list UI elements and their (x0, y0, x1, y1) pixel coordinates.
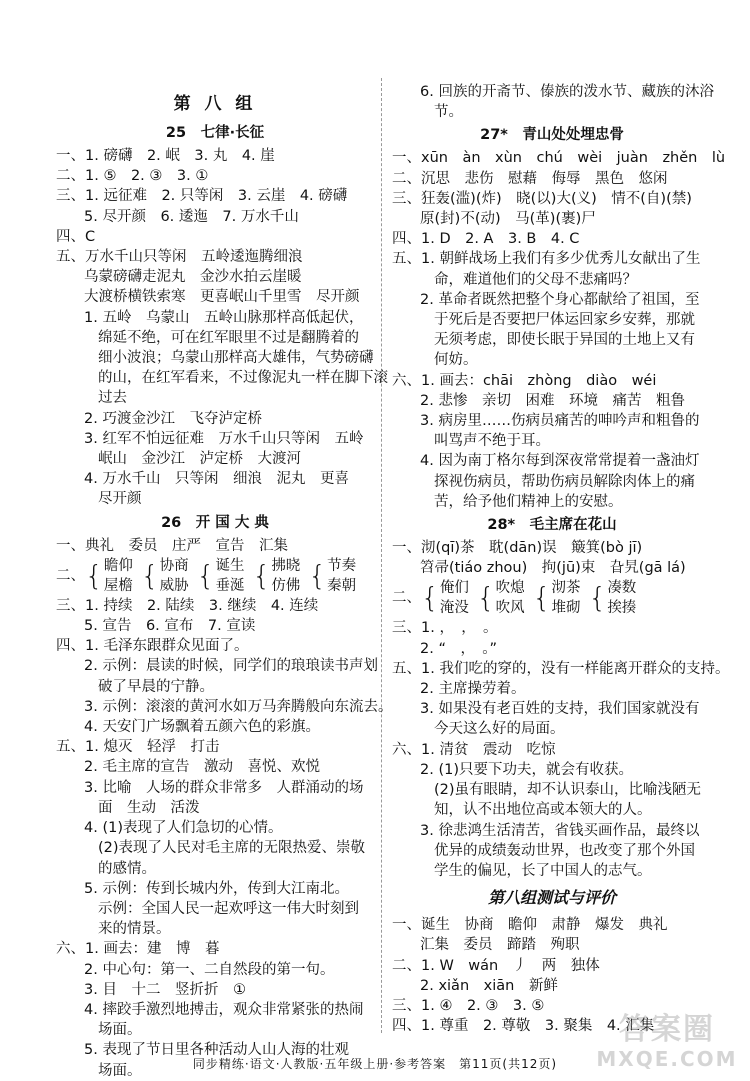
answer-line: 2. (1)只要下功夫，就会有收获。 (420, 761, 633, 778)
answer-line: 2. xiǎn xiān 新鲜 (420, 977, 558, 994)
pair-word: 垂涎 (215, 577, 245, 594)
word-pair (533, 578, 581, 618)
answer-line: 5. 宣告 6. 宣布 7. 宣读 (84, 618, 256, 635)
pair-word: 威胁 (159, 577, 189, 594)
answer-line: 场面。 (98, 1022, 142, 1039)
answer-line: 尽开颜 (98, 491, 142, 508)
brace-icon: { (421, 581, 439, 615)
brace-icon: { (140, 558, 159, 592)
answer-line: 四、1. D 2. A 3. B 4. C (392, 231, 580, 248)
pair-word: 瞻仰 (103, 557, 133, 574)
pair-word: 淹没 (439, 600, 469, 617)
answer-line: 绵延不绝，可在红军眼里不过是翻腾着的 (98, 329, 359, 346)
answer-line: 6. 回族的开斋节、傣族的泼水节、藏族的沐浴 (420, 84, 714, 100)
group-title: 第 八 组 (173, 94, 257, 114)
answer-line: 2. 革命者既然把整个身心都献给了祖国，至 (420, 291, 700, 308)
answer-line: 3. 示例：滚滚的黄河水如万马奔腾般向东流去。 (84, 698, 393, 715)
answer-line: 4. 摔跤手激烈地搏击，观众非常紧张的热闹 (84, 1001, 364, 1018)
answer-line: 知，认不出地位高或本领大的人。 (434, 802, 652, 819)
answer-line: 四、1. 尊重 2. 尊敬 3. 聚集 4. 汇集 (392, 1018, 655, 1035)
answer-line: 来的情景。 (98, 921, 171, 938)
answer-line: 原(封)不(动) 马(革)(裹)尸 (420, 211, 596, 228)
answer-line: 一、典礼 委员 庄严 宣告 汇集 (56, 537, 288, 554)
answer-line: 三、1. 持续 2. 陆续 3. 继续 4. 连续 (56, 597, 319, 614)
section-title: 25 七律·长征 (165, 125, 265, 141)
pair-word: 诞生 (215, 557, 245, 574)
word-pair (85, 556, 133, 596)
answer-line: 无须考虑，即使长眠于异国的土地上又有 (434, 332, 695, 349)
pair-word: 沏茶 (551, 580, 581, 597)
answer-line: 4. 因为南丁格尔每到深夜常常提着一盏油灯 (420, 453, 700, 470)
pair-word: 俺们 (439, 580, 469, 597)
pair-word: 吹熄 (495, 580, 525, 597)
section-title: 27* 青山处处埋忠骨 (480, 127, 624, 144)
pair-word: 拂晓 (271, 557, 301, 574)
pair-word: 协商 (159, 557, 189, 574)
answer-line: 五、1. 我们吃的穿的，没有一样能离开群众的支持。 (392, 660, 730, 677)
watermark-logo (592, 1013, 742, 1075)
answer-line: 2. 毛主席的宣告 激动 喜悦、欢悦 (84, 759, 320, 776)
answer-line: 4. 万水千山 只等闲 细浪 泥丸 更喜 (84, 471, 349, 488)
word-pair (308, 556, 356, 596)
answer-line: 3. 红军不怕远征难 万水千山只等闲 五岭 (84, 430, 364, 447)
word-pair (477, 578, 525, 618)
answer-line: 4. 天安门广场飘着五颜六色的彩旗。 (84, 719, 320, 736)
answer-line: 叫骂声不绝于耳。 (434, 433, 550, 450)
brace-icon: { (252, 558, 271, 592)
answer-line: 四、1. 毛泽东跟群众见面了。 (56, 638, 249, 655)
answer-line: 岷山 金沙江 泸定桥 大渡河 (98, 451, 301, 468)
answer-line: 四、C (56, 228, 96, 245)
answer-line: 3. 目 十二 竖折折 ① (84, 981, 246, 998)
answer-line: 1. 五岭 乌蒙山 五岭山脉那样高低起伏， (84, 309, 364, 326)
pair-word: 挨揍 (607, 600, 637, 617)
answer-line: 五、1. 熄灭 轻浮 打击 (56, 739, 220, 756)
answer-line: 2. “ ， 。” (420, 640, 497, 657)
answer-line: 5. 表现了节日里各种活动人山人海的壮观 (84, 1042, 349, 1059)
answer-line: 乌蒙磅礴走泥丸 金沙水拍云崖暖 (84, 269, 302, 286)
answer-line: 二、1. ⑤ 2. ③ 3. ① (56, 168, 209, 185)
answer-line: 六、1. 画去：chāi zhòng diào wéi (392, 372, 657, 389)
answer-line: 2. 悲惨 亲切 困难 环境 痛苦 粗鲁 (420, 392, 685, 409)
answer-line: 2. 主席操劳着。 (420, 681, 526, 698)
right-column (392, 82, 730, 1036)
brace-icon: { (476, 581, 495, 615)
answer-line: 苦，给予他们精神上的安慰。 (434, 493, 623, 510)
answer-line: 5. 尽开颜 6. 逶迤 7. 万水千山 (84, 208, 299, 225)
bracket-label: 二、 (56, 567, 85, 584)
word-pair (252, 556, 300, 596)
answer-line: 笤帚(tiáo zhou) 拘(jū)束 旮旯(gā lá) (420, 560, 686, 577)
column-divider (381, 78, 382, 1033)
answer-line: 六、1. 清贫 震动 吃惊 (392, 741, 556, 758)
answer-line: 大渡桥横铁索寒 更喜岷山千里雪 尽开颜 (84, 289, 360, 306)
bracket-row (392, 578, 712, 618)
answer-line: 面 生动 活泼 (98, 799, 200, 816)
brace-icon: { (308, 558, 327, 592)
answer-line: 命，难道他们的父母不悲痛吗？ (434, 271, 637, 288)
answer-line: 5. 示例：传到长城内外，传到大江南北。 (84, 880, 349, 897)
section-title: 26 开 国 大 典 (161, 514, 269, 531)
watermark-bottom: MXQE.COM (596, 1047, 738, 1071)
answer-line: 细小波浪；乌蒙山那样高大雄伟，气势磅礴 (98, 350, 374, 367)
word-pair (141, 556, 189, 596)
answer-line: 过去 (98, 390, 127, 407)
pair-word: 吹风 (495, 600, 525, 617)
answer-line: 学生的偏见，长了中国人的志气。 (434, 862, 652, 879)
answer-line: 节。 (434, 104, 463, 121)
answer-line: 4. (1)表现了人们急切的心情。 (84, 820, 283, 837)
answer-line: (2)表现了人民对毛主席的无限热爱、崇敬 (98, 840, 366, 857)
answer-line: 的山，在红军看来，不过像泥丸一样在脚下滚 (98, 370, 388, 387)
watermark-top: 答案圈 (619, 1012, 715, 1047)
pair-word: 屋檐 (103, 577, 133, 594)
answer-line: 于死后是否要把尸体运回家乡安葬，那就 (434, 312, 695, 329)
brace-icon: { (532, 581, 551, 615)
answer-line: 汇集 委员 蹄踏 殉职 (420, 937, 580, 954)
pair-word: 凑数 (607, 580, 637, 597)
answer-line: 2. 中心句：第一、二自然段的第一句。 (84, 961, 335, 978)
answer-line: 三、1. ， ， 。 (392, 620, 498, 637)
word-pair (588, 578, 636, 618)
answer-line: 优异的成绩轰动世界，也改变了那个外国 (434, 842, 695, 859)
answer-line: 2. 巧渡金沙江 飞夺泸定桥 (84, 410, 262, 427)
answer-line: 3. 如果没有老百姓的支持，我们国家就没有 (420, 701, 700, 718)
word-pair (421, 578, 469, 618)
section-title: 28* 毛主席在花山 (487, 517, 617, 534)
answer-line: 二、沉思 悲伤 慰藉 侮辱 黑色 悠闲 (392, 170, 668, 187)
answer-line: 3. 病房里……伤病员痛苦的呻吟声和粗鲁的 (420, 413, 700, 430)
answer-line: 三、狂轰(滥)(炸) 晓(以)大(义) 情不(自)(禁) (392, 190, 692, 207)
word-pair (197, 556, 245, 596)
brace-icon: { (196, 558, 215, 592)
pair-word: 堆砌 (551, 600, 581, 617)
bracket-label: 二、 (392, 590, 421, 607)
test-title: 第八组测试与评价 (487, 888, 616, 908)
brace-icon: { (588, 581, 607, 615)
answer-line: 示例：全国人民一起欢呼这一伟大时刻到 (98, 900, 359, 917)
answer-line: 破了早晨的宁静。 (98, 678, 214, 695)
answer-line: 今天这么好的局面。 (434, 721, 565, 738)
pair-word: 节奏 (327, 557, 357, 574)
answer-line: 二、1. W wán 丿 两 独体 (392, 957, 600, 974)
answer-line: 五、万水千山只等闲 五岭逶迤腾细浪 (56, 249, 303, 266)
page-footer: 同步精练·语文·人教版·五年级上册·参考答案 第11页(共12页) (192, 1057, 558, 1071)
answer-line: 2. 示例：晨读的时候，同学们的琅琅读书声划 (84, 658, 378, 675)
answer-line: 一、xūn àn xùn chú wèi juàn zhěn lù (392, 150, 726, 167)
answer-line: 一、1. 磅礴 2. 岷 3. 丸 4. 崖 (56, 148, 275, 164)
answer-line: 何妨。 (434, 352, 478, 369)
answer-line: 一、沏(qī)茶 耽(dān)误 簸箕(bò jī) (392, 540, 643, 557)
answer-line: 场面。 (98, 1062, 142, 1079)
answer-line: 六、1. 画去：建 博 暮 (56, 941, 220, 958)
bracket-row (56, 556, 374, 596)
answer-line: 3. 比喻 人场的群众非常多 人群涌动的场 (84, 779, 364, 796)
pair-word: 秦朝 (327, 577, 357, 594)
answer-line: 3. 徐悲鸿生活清苦，省钱买画作品，最终以 (420, 822, 700, 839)
answer-line: 五、1. 朝鲜战场上我们有多少优秀儿女献出了生 (392, 251, 701, 268)
answer-line: 探视伤病员，帮助伤病员解除肉体上的痛 (434, 473, 695, 490)
answer-line: 三、1. ④ 2. ③ 3. ⑤ (392, 997, 545, 1014)
brace-icon: { (85, 558, 103, 592)
answer-line: (2)虽有眼睛，却不认识泰山，比喻浅陋无 (434, 782, 702, 799)
pair-word: 仿佛 (271, 577, 301, 594)
answer-line: 三、1. 远征难 2. 只等闲 3. 云崖 4. 磅礴 (56, 188, 348, 205)
answer-line: 的感情。 (98, 860, 156, 877)
answer-line: 一、诞生 协商 瞻仰 肃静 爆发 典礼 (392, 917, 668, 934)
